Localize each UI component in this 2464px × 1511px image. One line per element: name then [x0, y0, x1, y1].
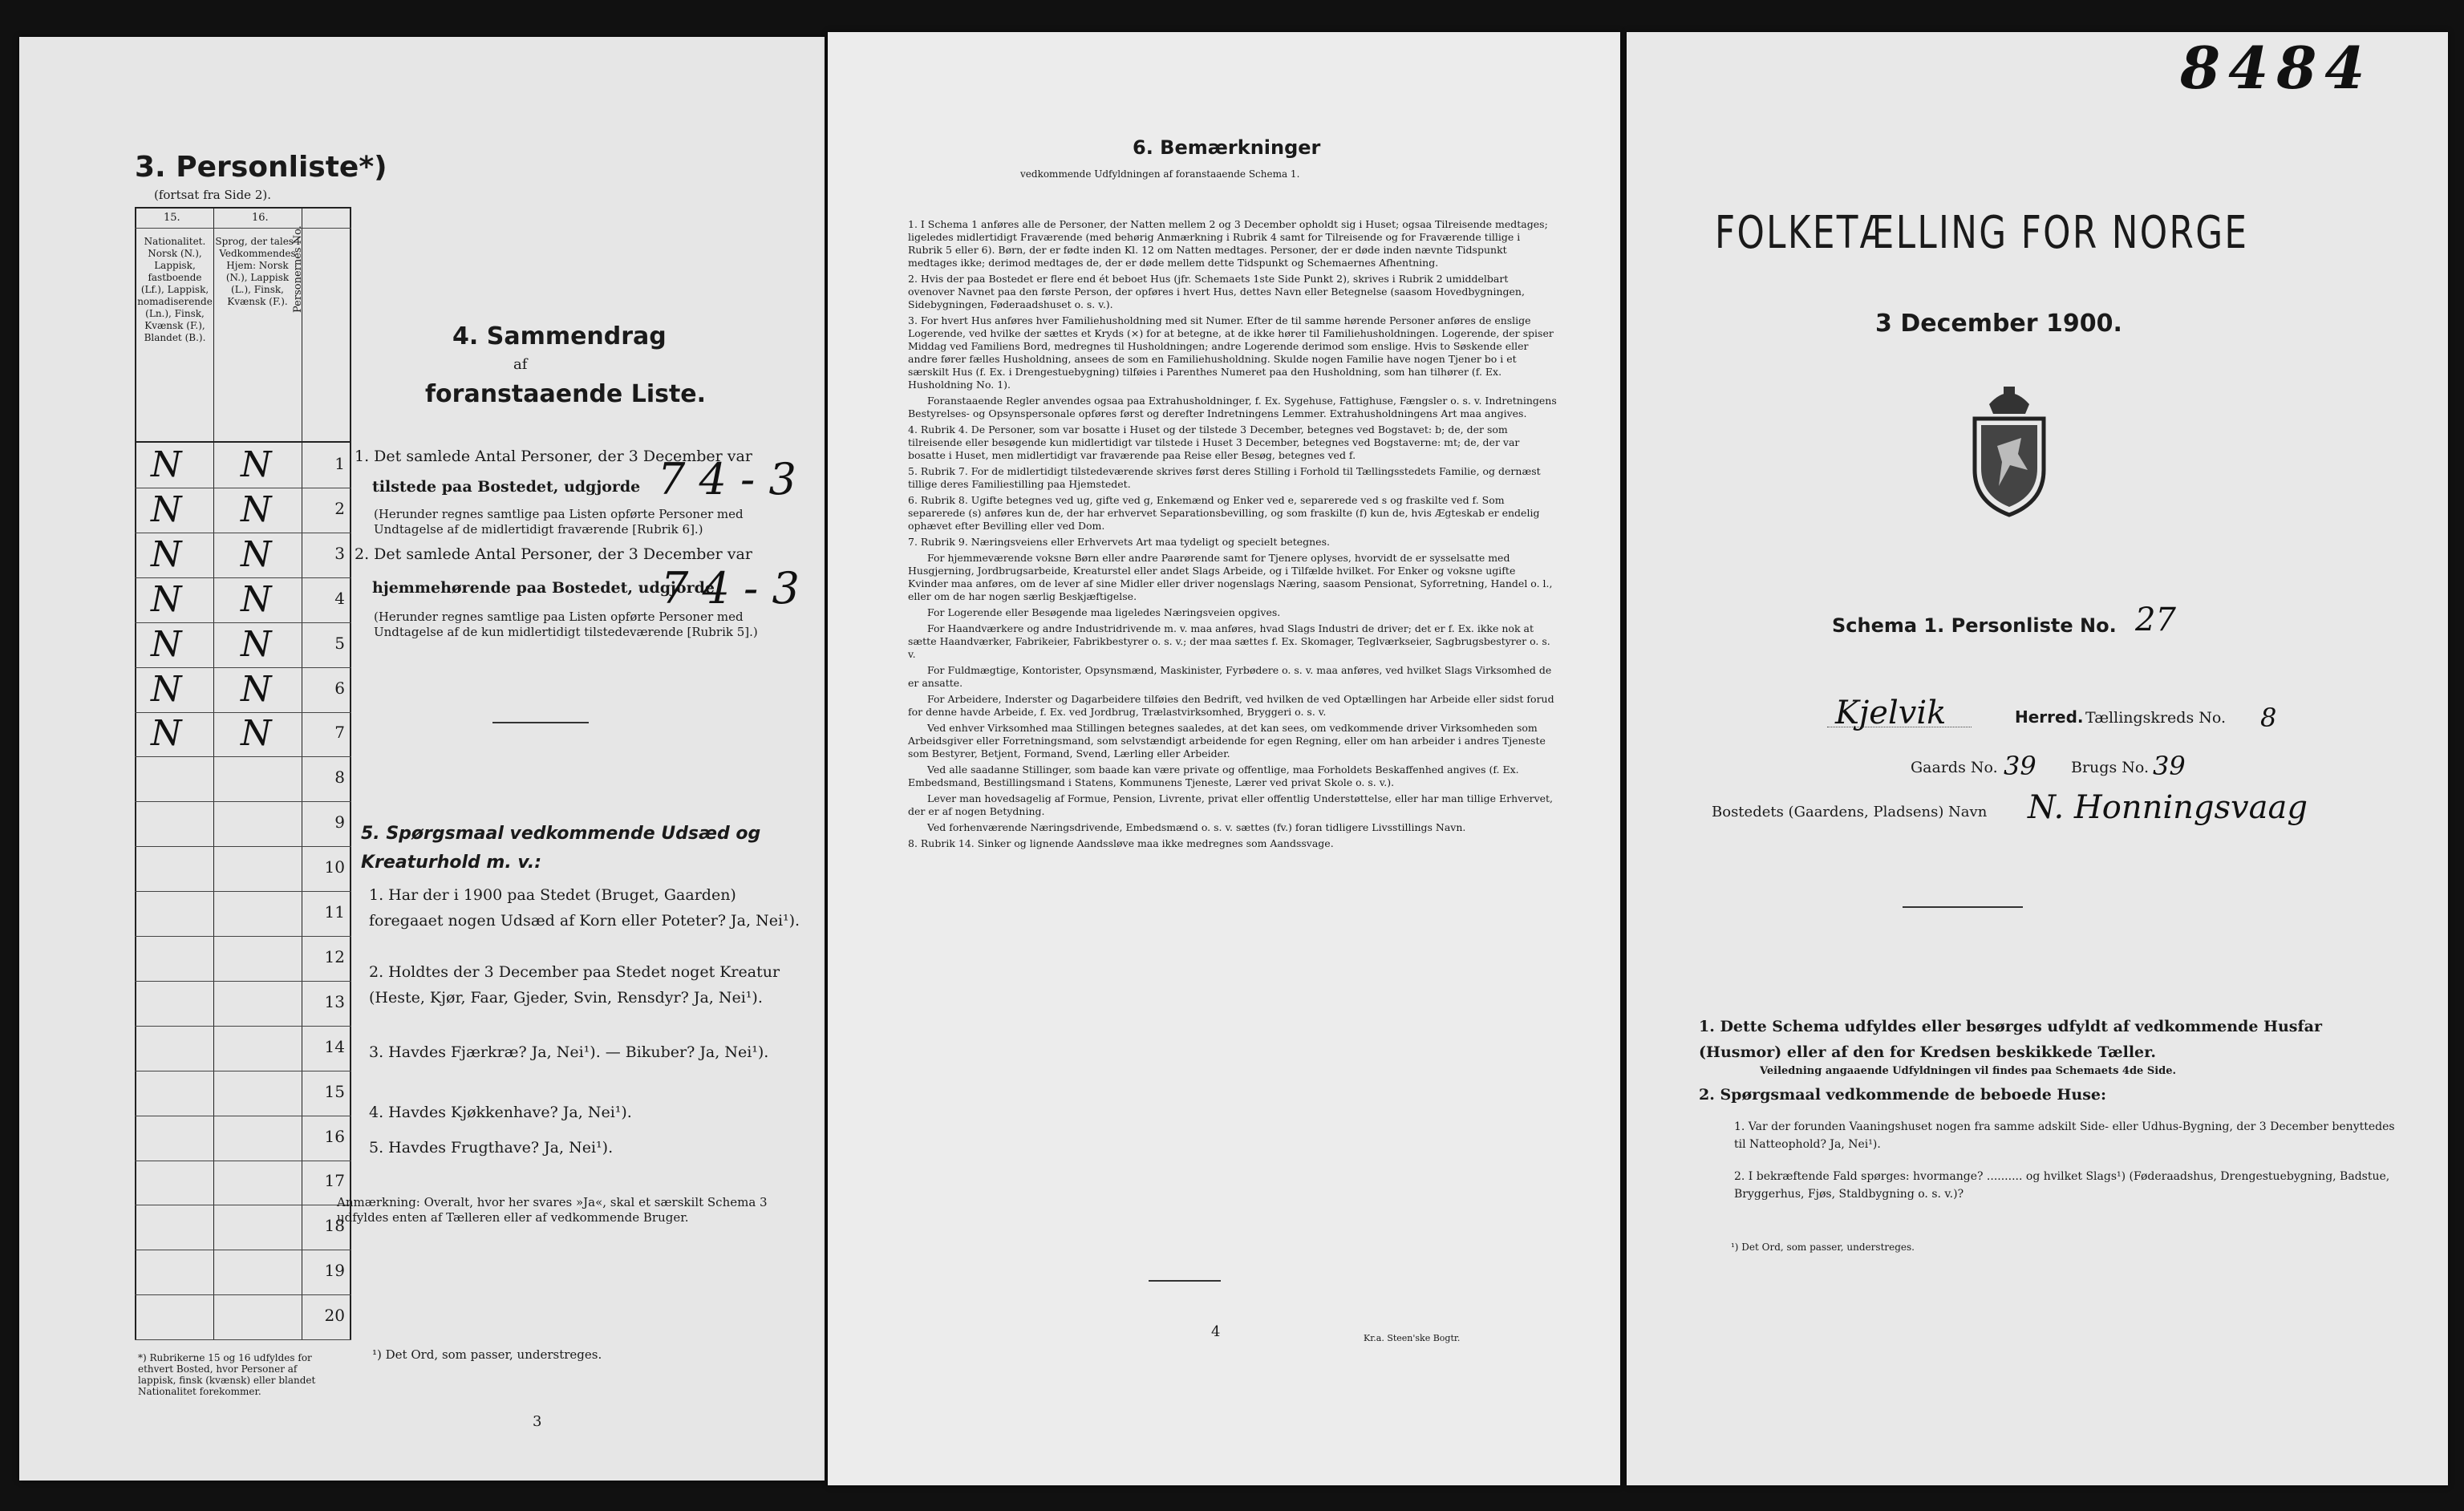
- remark-item: For Arbeidere, Inderster og Dagarbeidere tilføies den Bedrift, ved hvilken de ved Optællingen har Arbeide eller sidst forud for denne havde Arbeide, f. Ex. ved Jordbrug, Trælastvirksomhed, Bryggeri o. s. v.: [908, 693, 1554, 718]
- table-row: [135, 711, 351, 757]
- table-row: [135, 1026, 351, 1071]
- summary-2-line1: 2. Det samlede Antal Personer, der 3 December var: [355, 545, 752, 563]
- question-1: 1. Har der i 1900 paa Stedet (Bruget, Gaarden) foregaaet nogen Udsæd af Korn eller Poteter? Ja, Nei¹).: [369, 886, 800, 930]
- personliste-footnote: *) Rubrikerne 15 og 16 udfyldes for ethvert Bosted, hvor Personer af lappisk, finsk (kvænsk) eller blandet Nationalitet forekommer.: [138, 1352, 316, 1397]
- row-number: 9: [334, 812, 345, 832]
- language-cell: N: [241, 578, 272, 620]
- table-row: [135, 1294, 351, 1340]
- census-date: 3 December 1900.: [1875, 310, 2122, 338]
- remark-item: 3. For hvert Hus anføres hver Familiehusholdning med sit Numer. Efter de til samme hørende Personer anføres de enslige Logerende, ved hvilke der sættes et Kryds (×) for at betegne, at de ikke hører til Familiehusholdningen. Logerende, der spiser Middag ved Familiens Bord, medregnes til Husholdningen; andre Logerende derimod som enslige. Hvis to Søskende eller andre fører fælles Husholdning, ansees de som en Familiehusholdning. Skulde nogen Familie have nogen Tjener bo i et særskilt Hus (f. Ex. i Drengestuebygning) tilføies i Parenthes Numeret paa den Husholdning, som han tilhører (f. Ex. Husholdning No. 1).: [908, 314, 1554, 391]
- table-row: [135, 1250, 351, 1295]
- table-row: [135, 1071, 351, 1116]
- row-number: 7: [334, 723, 345, 743]
- row-number: 12: [324, 946, 345, 966]
- table-row: [135, 936, 351, 982]
- archive-number: 8484: [2180, 34, 2373, 102]
- table-row: [135, 801, 351, 847]
- nationality-cell: N: [151, 444, 182, 485]
- table-row: [135, 577, 351, 623]
- language-cell: N: [241, 533, 272, 575]
- language-cell: N: [241, 668, 272, 710]
- remark-item: For Haandværkere og andre Industridrivende m. v. maa anføres, hvad Slags Industri de driver; det er f. Ex. ikke nok at sætte Haandværker, Fabrikeier, Fabrikbestyrer o. s. v.; der maa sættes f. Ex. Skomager, Teglværkseier, Sagbrugsbestyrer o. s. v.: [908, 622, 1550, 660]
- summary-1-note: (Herunder regnes samtlige paa Listen opførte Personer med Undtagelse af de midlertidigt fraværende [Rubrik 6].): [374, 507, 744, 537]
- row-number: 20: [324, 1306, 345, 1326]
- row-number: 10: [324, 857, 345, 877]
- census-title: FOLKETÆLLING FOR NORGE: [1715, 207, 2249, 259]
- row-number: 4: [334, 588, 345, 608]
- language-cell: N: [241, 488, 272, 530]
- nationality-cell: N: [151, 713, 182, 755]
- bosted-label: Bostedets (Gaardens, Pladsens) Navn: [1712, 804, 1988, 820]
- summary-2-line2: hjemmehørende paa Bostedet, udgjorde: [372, 579, 715, 597]
- ornament-divider: [1903, 906, 2023, 908]
- coat-of-arms-icon: [1957, 382, 2061, 518]
- bemerkninger-title: 6. Bemærkninger: [1133, 136, 1321, 159]
- schema-number: 27: [2135, 602, 2176, 638]
- row-number: 2: [334, 498, 345, 518]
- page-number-4: 4: [1211, 1323, 1221, 1340]
- instruction-1: 1. Dette Schema udfyldes eller besørges udfyldt af vedkommende Husfar (Husmor) eller af den for Kredsen beskikkede Tæller.: [1699, 1018, 2322, 1061]
- kreds-label: Tællingskreds No.: [2085, 709, 2226, 727]
- instruction-1-note: Veiledning angaaende Udfyldningen vil findes paa Schemaets 4de Side.: [1760, 1065, 2177, 1077]
- table-row: [135, 756, 351, 802]
- table-row: [135, 443, 351, 488]
- cover-footnote: ¹) Det Ord, som passer, understreges.: [1731, 1242, 1915, 1253]
- personliste-subtitle: (fortsat fra Side 2).: [154, 188, 271, 202]
- row-number: 3: [334, 543, 345, 563]
- herred-value: Kjelvik: [1835, 695, 1947, 731]
- gaards-label: Gaards No.: [1911, 759, 1998, 776]
- bosted-value: N. Honningsvaag: [2028, 789, 2308, 826]
- row-number: 6: [334, 678, 345, 698]
- summary-1-value: 7 4 - 3: [658, 454, 796, 504]
- instruction-2-question-1: 1. Var der forunden Vaaningshuset nogen fra samme adskilt Side- eller Udhus-Bygning, der 3 December benyttedes til Natteophold? Ja, Nei¹).: [1734, 1120, 2395, 1151]
- printer-imprint: Kr.a. Steen'ske Bogtr.: [1364, 1333, 1461, 1343]
- row-number: 18: [324, 1216, 345, 1236]
- divider: [1149, 1280, 1221, 1282]
- herred-label: Herred.: [2015, 707, 2084, 727]
- row-number: 11: [324, 902, 345, 922]
- instruction-2: 2. Spørgsmaal vedkommende de beboede Huse:: [1699, 1086, 2106, 1104]
- remark-item: For Fuldmægtige, Kontorister, Opsynsmænd, Maskinister, Fyrbødere o. s. v. maa anføres, ved hvilket Slags Virksomhed de er ansatte.: [908, 664, 1552, 689]
- remark-item: 5. Rubrik 7. For de midlertidigt tilstedeværende skrives først deres Stilling i Forhold til Tællingsstedets Familie, og dernæst tillige deres Familiestilling paa Hjemstedet.: [908, 465, 1541, 490]
- row-number: 16: [324, 1126, 345, 1146]
- schema-label: Schema 1. Personliste No.: [1832, 614, 2117, 637]
- question-4: 4. Havdes Kjøkkenhave? Ja, Nei¹).: [369, 1104, 632, 1121]
- col15-number: 15.: [164, 212, 180, 224]
- sammendrag-subtitle: foranstaaende Liste.: [425, 380, 707, 408]
- table-row: [135, 981, 351, 1027]
- personliste-table: [135, 207, 351, 1339]
- remark-item: 7. Rubrik 9. Næringsveiens eller Erhvervets Art maa tydeligt og specielt betegnes.: [908, 536, 1330, 548]
- question-3: 3. Havdes Fjærkræ? Ja, Nei¹). — Bikuber? Ja, Nei¹).: [369, 1043, 769, 1061]
- row-number: 15: [324, 1081, 345, 1101]
- row-number: 8: [334, 768, 345, 788]
- nationality-cell: N: [151, 623, 182, 665]
- sammendrag-af: af: [513, 356, 528, 373]
- row-number: 13: [324, 991, 345, 1011]
- remark-item: For Logerende eller Besøgende maa ligeledes Næringsveien opgives.: [927, 606, 1281, 618]
- brugs-value: 39: [2153, 751, 2186, 781]
- question-5: 5. Havdes Frugthave? Ja, Nei¹).: [369, 1139, 614, 1157]
- row-number: 19: [324, 1261, 345, 1281]
- annotation-note: Anmærkning: Overalt, hvor her svares »Ja«, skal et særskilt Schema 3 udfyldes enten af Tælleren eller af vedkommende Bruger.: [337, 1195, 768, 1225]
- remark-item: 8. Rubrik 14. Sinker og lignende Aandssløve maa ikke medregnes som Aandssvage.: [908, 837, 1334, 849]
- row-number: 14: [324, 1036, 345, 1056]
- cover-sheet: [1627, 32, 2448, 1485]
- table-row: [135, 533, 351, 578]
- row-number: 17: [324, 1171, 345, 1191]
- divider: [492, 722, 589, 723]
- summary-1-line1: 1. Det samlede Antal Personer, der 3 December var: [355, 448, 752, 465]
- brugs-label: Brugs No.: [2071, 759, 2150, 776]
- nationality-cell: N: [151, 488, 182, 530]
- col15-header: Nationalitet. Norsk (N.), Lappisk, fastboende (Lf.), Lappisk, nomadiserende (Ln.), Finsk, Kvænsk (F.), Blandet (B.).: [137, 236, 213, 343]
- nationality-cell: N: [151, 533, 182, 575]
- table-row: [135, 1160, 351, 1205]
- table-row: [135, 622, 351, 668]
- page-number-3: 3: [533, 1413, 542, 1430]
- remark-item: 1. I Schema 1 anføres alle de Personer, der Natten mellem 2 og 3 December opholdt sig i Huset; ogsaa Tilreisende medtages; ligeledes midlertidigt Fraværende (med behørig Anmærkning i Rubrik 4 samt for Tilreisende og for Fraværende tillige i Rubrik 5 eller 6). Børn, der er fødte inden Kl. 12 om Natten medtages. Personer, der er døde inden nævnte Tidspunkt medtages ikke; derimod medtages de, der er døde mellem dette Tidspunkt og Schemaernes Afhentning.: [908, 218, 1548, 269]
- col16-number: 16.: [252, 212, 269, 224]
- summary-2-value: 7 4 - 3: [661, 563, 800, 614]
- row-number: 5: [334, 633, 345, 653]
- col16-header: Sprog, der tales i Vedkommendes Hjem: Norsk (N.), Lappisk (L.), Finsk, Kvænsk (F.).: [215, 236, 300, 307]
- question-2: 2. Holdtes der 3 December paa Stedet noget Kreatur (Heste, Kjør, Faar, Gjeder, Svin, Rensdyr? Ja, Nei¹).: [369, 963, 780, 1007]
- remark-item: Ved forhenværende Næringsdrivende, Embedsmænd o. s. v. sættes (fv.) foran tidligere Livsstillings Navn.: [927, 821, 1466, 833]
- questions-title: 5. Spørgsmaal vedkommende Udsæd og Kreaturhold m. v.:: [361, 824, 761, 873]
- remark-item: Ved enhver Virksomhed maa Stillingen betegnes saaledes, at det kan sees, om vedkommende driver Virksomheden som Arbeidsgiver eller Forretningsmand, som selvstændigt arbeidende for egen Regning, eller om han arbeider i andres Tjeneste som Bestyrer, Betjent, Formand, Svend, Lærling eller Arbeider.: [908, 722, 1546, 760]
- table-row: [135, 667, 351, 713]
- table-row: [135, 488, 351, 533]
- personliste-title: 3. Personliste*): [135, 151, 387, 184]
- remark-item: Ved alle saadanne Stillinger, som baade kan være private og offentlige, maa Forholdets Beskaffenhed angives (f. Ex. Embedsmand, Bestillingsmand i Statens, Kommunens Tjeneste, Lærer ved privat Skole o. s. v.).: [908, 764, 1519, 788]
- kreds-value: 8: [2260, 703, 2277, 733]
- page3-footnote: ¹) Det Ord, som passer, understreges.: [372, 1347, 602, 1362]
- language-cell: N: [241, 444, 272, 485]
- remark-item: For hjemmeværende voksne Børn eller andre Paarørende samt for Tjenere oplyses, hvorvidt de er sysselsatte med Husgjerning, Jordbrugsarbeide, Kreaturstel eller andet Slags Arbeide, og i Tilfælde hvilket. For Enker og voksne ugifte Kvinder maa anføres, om de lever af sine Midler eller driver nogenslags Næring, saasom Pensionat, Syforretning, Handel o. l., eller om de har nogen særlig Beskjæftigelse.: [908, 552, 1553, 602]
- row-number: 1: [334, 454, 345, 473]
- language-cell: N: [241, 623, 272, 665]
- col-persnr-header: Personernes No.: [292, 225, 304, 313]
- table-row: [135, 1116, 351, 1161]
- remark-item: Lever man hovedsagelig af Formue, Pension, Livrente, privat eller offentlig Understøttelse, eller har man tillige Erhvervet, der er af nogen Betydning.: [908, 792, 1554, 817]
- summary-1-line2: tilstede paa Bostedet, udgjorde: [372, 478, 641, 496]
- nationality-cell: N: [151, 668, 182, 710]
- summary-2-note: (Herunder regnes samtlige paa Listen opførte Personer med Undtagelse af de kun midlertidigt tilstedeværende [Rubrik 5].): [374, 610, 758, 639]
- table-row: [135, 1205, 351, 1250]
- table-row: [135, 891, 351, 937]
- page-4-sheet: [828, 32, 1620, 1485]
- instruction-2-question-2: 2. I bekræftende Fald spørges: hvormange? .......... og hvilket Slags¹) (Føderaadshus, Drengestuebygning, Badstue, Bryggerhus, Fjøs, Staldbygning o. s. v.)?: [1734, 1170, 2390, 1201]
- language-cell: N: [241, 713, 272, 755]
- sammendrag-title: 4. Sammendrag: [452, 322, 667, 350]
- remark-item: 6. Rubrik 8. Ugifte betegnes ved ug, gifte ved g, Enkemænd og Enker ved e, separerede ved s og fraskilte ved f. Som separerede (s) anføres kun de, der har erhvervet Separationsbevilling, og som fraskilte (f) kun de, hvis Ægteskab er endelig ophævet efter Bevilling eller ved Dom.: [908, 494, 1540, 532]
- remark-item: Foranstaaende Regler anvendes ogsaa paa Extrahusholdninger, f. Ex. Sygehuse, Fattighuse, Fængsler o. s. v. Indretningens Bestyrelses- og Opsynspersonale opføres først og derefter Indretningens Lemmer. Extrahusholdningens Art maa angives.: [908, 395, 1557, 419]
- nationality-cell: N: [151, 578, 182, 620]
- page-3-sheet: [19, 37, 825, 1481]
- remark-item: 4. Rubrik 4. De Personer, som var bosatte i Huset og der tilstede 3 December, betegnes ved Bogstavet: b; de, der som tilreisende eller besøgende kun midlertidigt var tilstede i Huset 3 December, betegnes ved Bogstaverne: mt; de, der var bosatte i Huset, men midlertidigt var fraværende paa Reise eller Besøg, betegnes ved f.: [908, 423, 1520, 461]
- bemerkninger-subtitle: vedkommende Udfyldningen af foranstaaende Schema 1.: [1020, 168, 1300, 180]
- bemerkninger-list: [908, 218, 1558, 853]
- table-row: [135, 846, 351, 892]
- remark-item: 2. Hvis der paa Bostedet er flere end ét beboet Hus (jfr. Schemaets 1ste Side Punkt 2), skrives i Rubrik 2 umiddelbart ovenover Navnet paa den første Person, der opføres i hvert Hus, dettes Navn eller Betegnelse (saasom Hovedbygningen, Sidebygningen, Føderaadshuset o. s. v.).: [908, 273, 1525, 310]
- gaards-value: 39: [2004, 751, 2036, 781]
